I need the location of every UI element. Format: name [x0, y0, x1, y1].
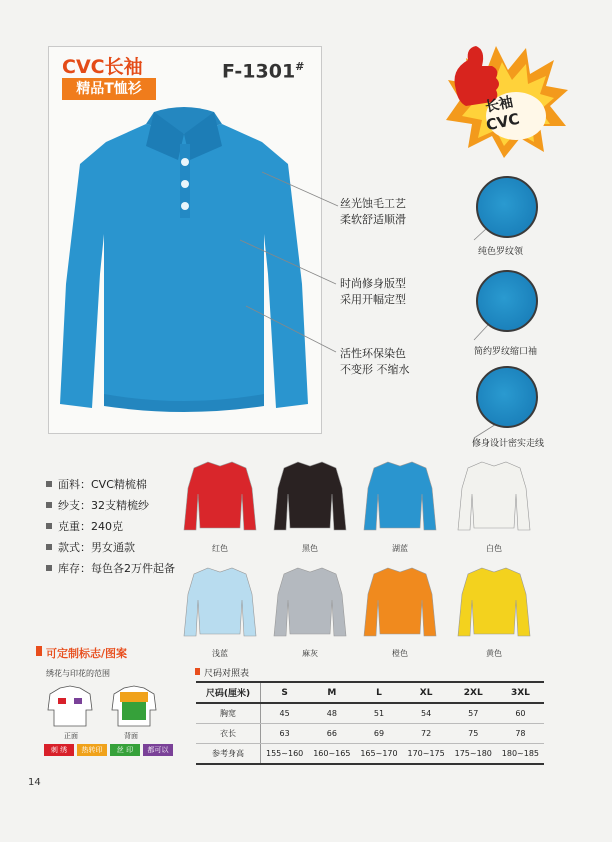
tag-heat-transfer: 热转印	[77, 744, 107, 756]
product-subtitle: 精品T恤衫	[62, 78, 156, 100]
fabric-detail-label: 修身设计密实走线	[472, 439, 545, 449]
size-header-cell: M	[308, 682, 355, 703]
swatch-shirt[interactable]	[272, 458, 348, 532]
table-cell: 72	[403, 724, 450, 744]
size-header-cell: 3XL	[497, 682, 544, 703]
feature-fit-line2: 采用开幅定型	[340, 293, 406, 306]
table-cell: 63	[261, 724, 309, 744]
swatch-shirt[interactable]	[456, 458, 532, 532]
size-table-title: 尺码对照表	[204, 669, 250, 679]
size-marker	[195, 668, 200, 675]
spec-yarn-text: 纱支：32支精梳纱	[58, 499, 149, 512]
table-cell: 胸宽	[196, 703, 261, 724]
front-label: 正面	[64, 732, 78, 740]
cuff-detail-label: 简约罗纹缩口袖	[474, 347, 538, 357]
spec-style	[46, 539, 135, 555]
swatch-label: 黑色	[302, 544, 318, 553]
swatch-shirt[interactable]	[362, 458, 438, 532]
spec-stock-text: 库存：每色各2万件起备	[58, 562, 175, 575]
spec-weight-text: 克重：240克	[58, 520, 123, 533]
table-cell: 75	[450, 724, 497, 744]
table-cell: 155~160	[261, 744, 309, 765]
size-header-cell: L	[355, 682, 402, 703]
table-cell: 参考身高	[196, 744, 261, 765]
swatch-shirt[interactable]	[456, 564, 532, 638]
size-header-cell: XL	[403, 682, 450, 703]
table-cell: 60	[497, 703, 544, 724]
table-cell: 51	[355, 703, 402, 724]
tag-screen-print: 丝 印	[110, 744, 140, 756]
table-row	[196, 724, 544, 744]
page-number: 14	[28, 777, 41, 788]
feature-fabric-line1: 丝光蚀毛工艺	[340, 197, 406, 210]
custom-title: 可定制标志/图案	[46, 647, 128, 660]
table-cell: 54	[403, 703, 450, 724]
print-area-diagram	[46, 684, 176, 730]
tag-all: 都可以	[143, 744, 173, 756]
swatch-label: 麻灰	[302, 649, 318, 658]
model-number-text: F-1301	[222, 60, 296, 83]
table-cell: 66	[308, 724, 355, 744]
table-cell: 180~185	[497, 744, 544, 765]
table-cell: 45	[261, 703, 309, 724]
fabric-detail-icon	[476, 366, 538, 428]
back-label: 背面	[124, 732, 138, 740]
swatch-shirt[interactable]	[182, 564, 258, 638]
cuff-detail-icon	[476, 270, 538, 332]
spec-material	[46, 476, 147, 492]
swatch-label: 浅蓝	[212, 649, 228, 658]
spec-style-text: 款式：男女通款	[58, 541, 135, 554]
feature-dye-line2: 不变形 不缩水	[340, 363, 410, 376]
feature-fabric	[340, 196, 406, 228]
swatch-label: 橙色	[392, 649, 408, 658]
spec-yarn	[46, 497, 149, 513]
size-header-row	[196, 682, 544, 703]
product-title: CVC长袖	[62, 56, 143, 78]
table-row	[196, 744, 544, 765]
feature-fabric-line2: 柔软舒适顺滑	[340, 213, 406, 226]
table-cell: 48	[308, 703, 355, 724]
collar-detail-icon	[476, 176, 538, 238]
custom-marker	[36, 646, 42, 656]
size-header-cell: S	[261, 682, 309, 703]
swatch-shirt[interactable]	[272, 564, 348, 638]
table-cell: 165~170	[355, 744, 402, 765]
spec-weight	[46, 518, 123, 534]
table-row	[196, 703, 544, 724]
swatch-label: 黄色	[486, 649, 502, 658]
feature-dye	[340, 346, 410, 378]
swatch-shirt[interactable]	[362, 564, 438, 638]
custom-subtitle: 绣花与印花的范围	[46, 669, 110, 678]
model-suffix: #	[295, 60, 305, 73]
table-cell: 69	[355, 724, 402, 744]
swatch-shirt[interactable]	[182, 458, 258, 532]
collar-detail-label: 纯色罗纹领	[478, 247, 524, 257]
size-table	[196, 681, 544, 765]
feature-dye-line1: 活性环保染色	[340, 347, 406, 360]
swatch-label: 湖蓝	[392, 544, 408, 553]
swatch-label: 白色	[486, 544, 502, 553]
swatch-label: 红色	[212, 544, 228, 553]
size-header-cell: 尺码(厘米)	[196, 682, 261, 703]
spec-material-text: 面料：CVC精梳棉	[58, 478, 147, 491]
tag-embroidery: 刺 绣	[44, 744, 74, 756]
spec-stock	[46, 560, 175, 576]
size-header-cell: 2XL	[450, 682, 497, 703]
badge-text-long-sleeve: 长袖	[483, 94, 515, 116]
badge-text-cvc: CVC	[484, 109, 522, 135]
table-cell: 衣长	[196, 724, 261, 744]
table-cell: 57	[450, 703, 497, 724]
feature-fit	[340, 276, 406, 308]
table-cell: 78	[497, 724, 544, 744]
table-cell: 175~180	[450, 744, 497, 765]
table-cell: 170~175	[403, 744, 450, 765]
feature-fit-line1: 时尚修身版型	[340, 277, 406, 290]
table-cell: 160~165	[308, 744, 355, 765]
